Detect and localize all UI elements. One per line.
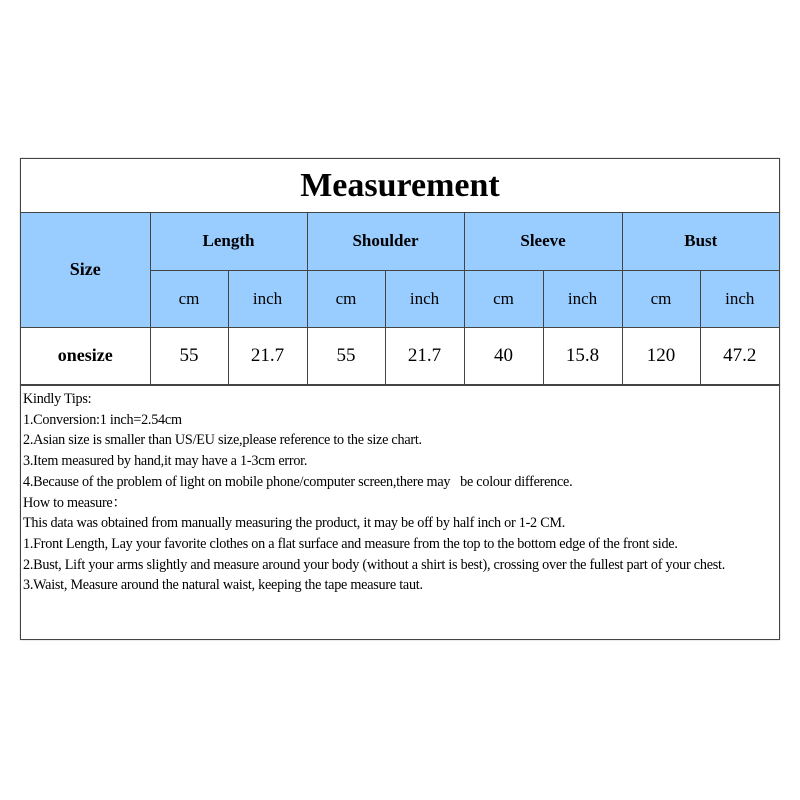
table-cell: 21.7 (228, 327, 307, 384)
table-cell: 47.2 (700, 327, 779, 384)
unit-header: cm (307, 270, 385, 327)
size-column-header: Size (21, 213, 150, 327)
unit-header: cm (622, 270, 700, 327)
tip-item: 4.Because of the problem of light on mobile phone/computer screen,there may be colour difference. (23, 473, 573, 490)
table-cell: 15.8 (543, 327, 622, 384)
how-to-measure-heading: How to measure： (23, 494, 127, 511)
table-cell: 40 (464, 327, 543, 384)
how-to-measure-item: 3.Waist, Measure around the natural waist, keeping the tape measure taut. (23, 577, 423, 594)
group-header-row (21, 213, 779, 270)
group-header-shoulder: Shoulder (307, 213, 464, 270)
tips-heading: Kindly Tips: (23, 391, 92, 407)
table-cell: 55 (150, 327, 228, 384)
how-to-measure-item: 1.Front Length, Lay your favorite clothes on a flat surface and measure from the top to the bottom edge of the front side. (23, 535, 678, 552)
unit-header: cm (150, 270, 228, 327)
size-chart-card (20, 158, 780, 640)
unit-header: inch (228, 270, 307, 327)
how-to-measure-item: 2.Bust, Lift your arms slightly and measure around your body (without a shirt is best), crossing over the fullest part of your chest. (23, 556, 725, 573)
unit-header: inch (385, 270, 464, 327)
tip-item: 2.Asian size is smaller than US/EU size,please reference to the size chart. (23, 432, 422, 449)
table-row (21, 327, 779, 384)
group-header-sleeve: Sleeve (464, 213, 622, 270)
tip-item: 3.Item measured by hand,it may have a 1-3cm error. (23, 453, 308, 470)
tip-item: 1.Conversion:1 inch=2.54cm (23, 411, 182, 428)
size-table (21, 213, 779, 385)
unit-header: inch (700, 270, 779, 327)
table-cell: 120 (622, 327, 700, 384)
unit-header: inch (543, 270, 622, 327)
how-to-measure-intro: This data was obtained from manually measuring the product, it may be off by half inch or 1-2 CM. (23, 515, 566, 532)
tips-section (21, 385, 779, 596)
chart-title: Measurement (21, 159, 779, 213)
row-label: onesize (21, 327, 150, 384)
group-header-bust: Bust (622, 213, 779, 270)
group-header-length: Length (150, 213, 307, 270)
unit-header: cm (464, 270, 543, 327)
table-cell: 21.7 (385, 327, 464, 384)
table-cell: 55 (307, 327, 385, 384)
